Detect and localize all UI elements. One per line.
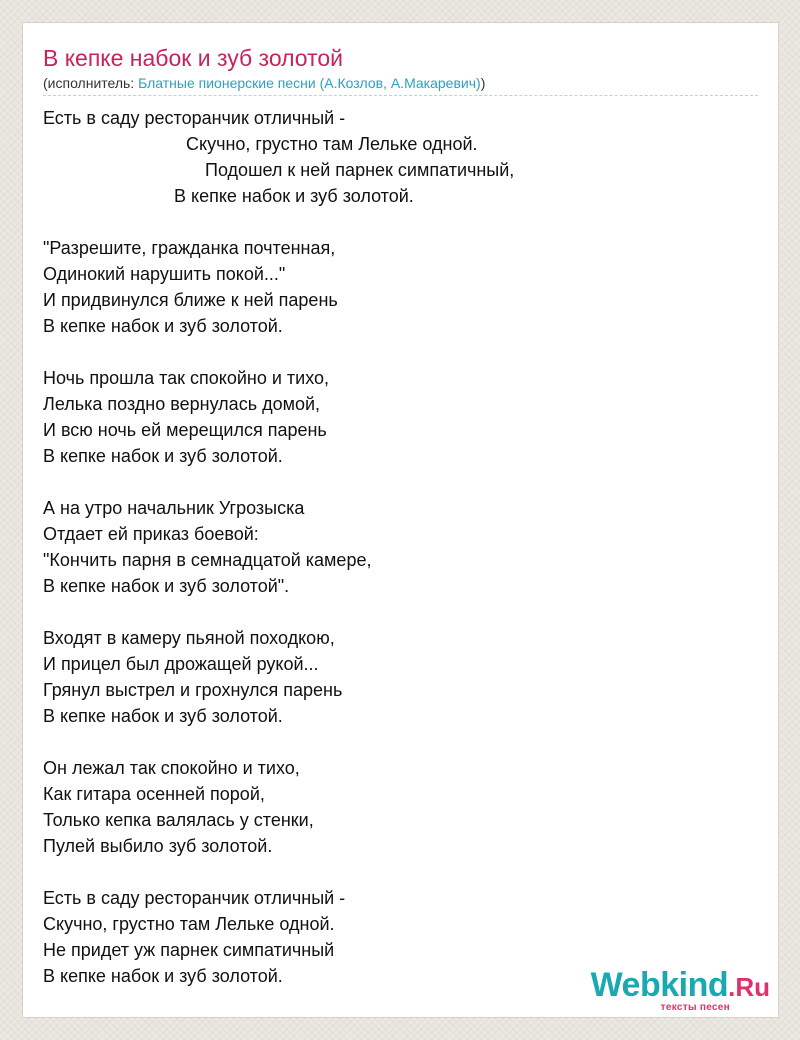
stanza-gap <box>43 729 758 755</box>
lyric-line: Одинокий нарушить покой..." <box>43 264 286 284</box>
lyric-line: Скучно, грустно там Лельке одной. <box>43 914 335 934</box>
stanza <box>43 495 758 599</box>
lyric-line: "Кончить парня в семнадцатой камере, <box>43 550 372 570</box>
artist-suffix: ) <box>480 75 486 91</box>
artist-prefix: (исполнитель: <box>43 75 139 91</box>
lyric-line: В кепке набок и зуб золотой. <box>174 186 414 206</box>
lyric-line: Не придет уж парнек симпатичный <box>43 940 335 960</box>
lyrics-card <box>22 22 779 1018</box>
stanza-gap <box>43 209 758 235</box>
stanza-gap <box>43 599 758 625</box>
lyric-line: И придвинулся ближе к ней парень <box>43 290 338 310</box>
watermark-tld: .Ru <box>728 972 770 1002</box>
lyric-line: Входят в камеру пьяной походкою, <box>43 628 335 648</box>
lyric-line: В кепке набок и зуб золотой. <box>43 316 283 336</box>
song-title: В кепке набок и зуб золотой <box>43 45 344 71</box>
stanza <box>43 235 758 339</box>
lyric-line: Пулей выбило зуб золотой. <box>43 836 273 856</box>
stanza <box>43 365 758 469</box>
lyric-line: "Разрешите, гражданка почтенная, <box>43 238 336 258</box>
divider <box>43 95 758 96</box>
lyric-line: Скучно, грустно там Лельке одной. <box>186 134 478 154</box>
lyric-line: Отдает ей приказ боевой: <box>43 524 259 544</box>
stanza <box>43 755 758 859</box>
watermark-logo <box>591 968 770 1013</box>
lyrics-text <box>43 105 758 989</box>
lyric-line: Как гитара осенней порой, <box>43 784 265 804</box>
lyric-line: Ночь прошла так спокойно и тихо, <box>43 368 330 388</box>
lyric-line: В кепке набок и зуб золотой. <box>43 446 283 466</box>
stanza-gap <box>43 859 758 885</box>
lyric-line: Лелька поздно вернулась домой, <box>43 394 321 414</box>
lyric-line: И прицел был дрожащей рукой... <box>43 654 319 674</box>
watermark-tagline: тексты песен <box>660 1002 730 1013</box>
stanza <box>43 105 758 209</box>
artist-line <box>43 74 485 92</box>
stanza-gap <box>43 469 758 495</box>
lyric-line: Только кепка валялась у стенки, <box>43 810 314 830</box>
lyric-line: В кепке набок и зуб золотой. <box>43 706 283 726</box>
watermark-brand: Webkind <box>590 966 729 1004</box>
stanza-gap <box>43 339 758 365</box>
artist-link[interactable]: Блатные пионерские песни (А.Козлов, А.Макаревич) <box>138 75 481 91</box>
lyric-line: Есть в саду ресторанчик отличный - <box>43 108 346 128</box>
lyric-line: В кепке набок и зуб золотой. <box>43 966 283 986</box>
lyric-line: Он лежал так спокойно и тихо, <box>43 758 300 778</box>
lyric-line: Подошел к ней парнек симпатичный, <box>205 160 515 180</box>
lyric-line: Грянул выстрел и грохнулся парень <box>43 680 343 700</box>
lyric-line: В кепке набок и зуб золотой". <box>43 576 290 596</box>
lyric-line: И всю ночь ей мерещился парень <box>43 420 327 440</box>
lyric-line: А на утро начальник Угрозыска <box>43 498 305 518</box>
lyric-line: Есть в саду ресторанчик отличный - <box>43 888 346 908</box>
stanza <box>43 625 758 729</box>
